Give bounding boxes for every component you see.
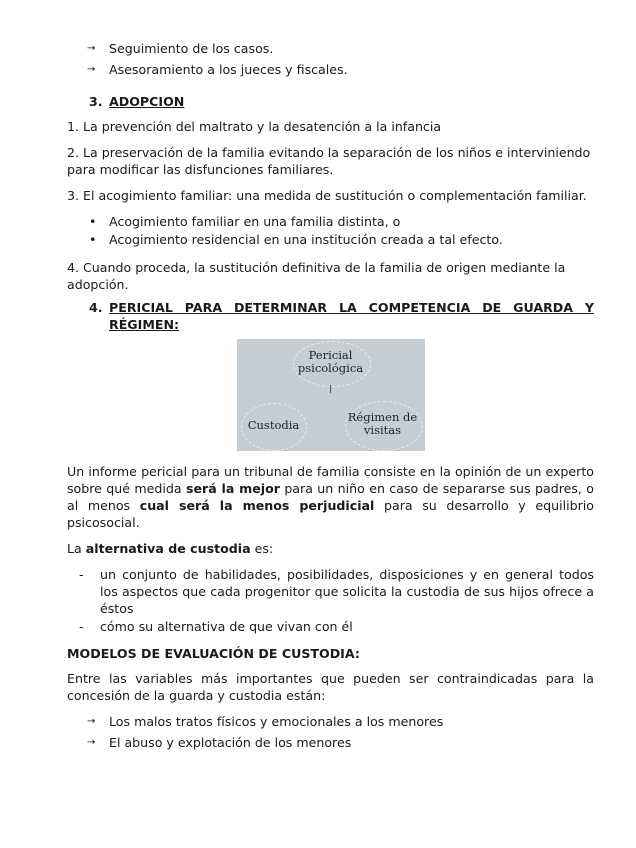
paragraph-prevencion: 1. La prevención del maltrato y la desatención a la infancia [67,119,442,134]
paragraph-variables: Entre las variables más importantes que pueden ser contraindicadas para la concesión de la guarda y custodia están: [67,671,594,703]
acogimiento-list [67,213,594,248]
list-item: → Los malos tratos físicos y emocionales a los menores [87,714,444,729]
arrow-icon: → [87,716,96,727]
arrow-icon: → [87,64,96,75]
bullet-icon: • [89,214,97,229]
diagram-label-custodia: Custodia [247,418,300,432]
list-item: • Acogimiento familiar en una familia distinta, o [89,214,401,229]
list-item: → Asesoramiento a los jueces y fiscales. [87,62,348,77]
pericial-diagram [237,339,425,451]
diagram-label-pericial: Pericial psicológica [297,348,364,375]
intro-list [67,40,594,78]
list-item: - cómo su alternativa de que vivan con él [79,619,353,634]
diagram-connector [330,385,331,393]
custodia-list [67,566,594,635]
arrow-icon: → [87,737,96,748]
document-page [67,40,594,755]
figure-container [67,339,594,451]
paragraph-adopcion: 4. Cuando proceda, la sustitución definitiva de la familia de origen mediante la adopción. [67,260,566,292]
paragraph-informe: Un informe pericial para un tribunal de familia consiste en la opinión de un experto sobre qué medida será la mejor para un niño en caso de separarse sus padres, o al menos cual será la menos perjudicial para su desarrollo y equilibrio psicosocial. [67,464,594,530]
list-item: • Acogimiento residencial en una institución creada a tal efecto. [89,232,503,247]
paragraph-preservacion: 2. La preservación de la familia evitando la separación de los niños e interviniendo para modificar las disfunciones familiares. [67,145,591,177]
paragraph-alternativa: La alternativa de custodia es: [67,541,274,556]
diagram-label-regimen: Régimen de visitas [347,410,418,437]
dash-icon: - [79,567,84,582]
models-heading: MODELOS DE EVALUACIÓN DE CUSTODIA: [67,646,360,661]
section-heading-pericial: 4. PERICIAL PARA DETERMINAR LA COMPETENCIA DE GUARDA Y RÉGIMEN: [89,300,594,332]
list-item: - un conjunto de habilidades, posibilidades, disposiciones y en general todos los aspectos que cada progenitor que solicita la custodia de sus hijos ofrece a éstos [79,567,594,616]
arrow-icon: → [87,43,96,54]
bullet-icon: • [89,232,97,247]
variables-list [67,713,594,751]
list-item: → El abuso y explotación de los menores [87,735,352,750]
section-heading-adopcion: 3. ADOPCION [89,94,185,109]
dash-icon: - [79,619,84,634]
paragraph-acogimiento: 3. El acogimiento familiar: una medida de sustitución o complementación familiar. [67,188,587,203]
list-item: → Seguimiento de los casos. [87,41,274,56]
